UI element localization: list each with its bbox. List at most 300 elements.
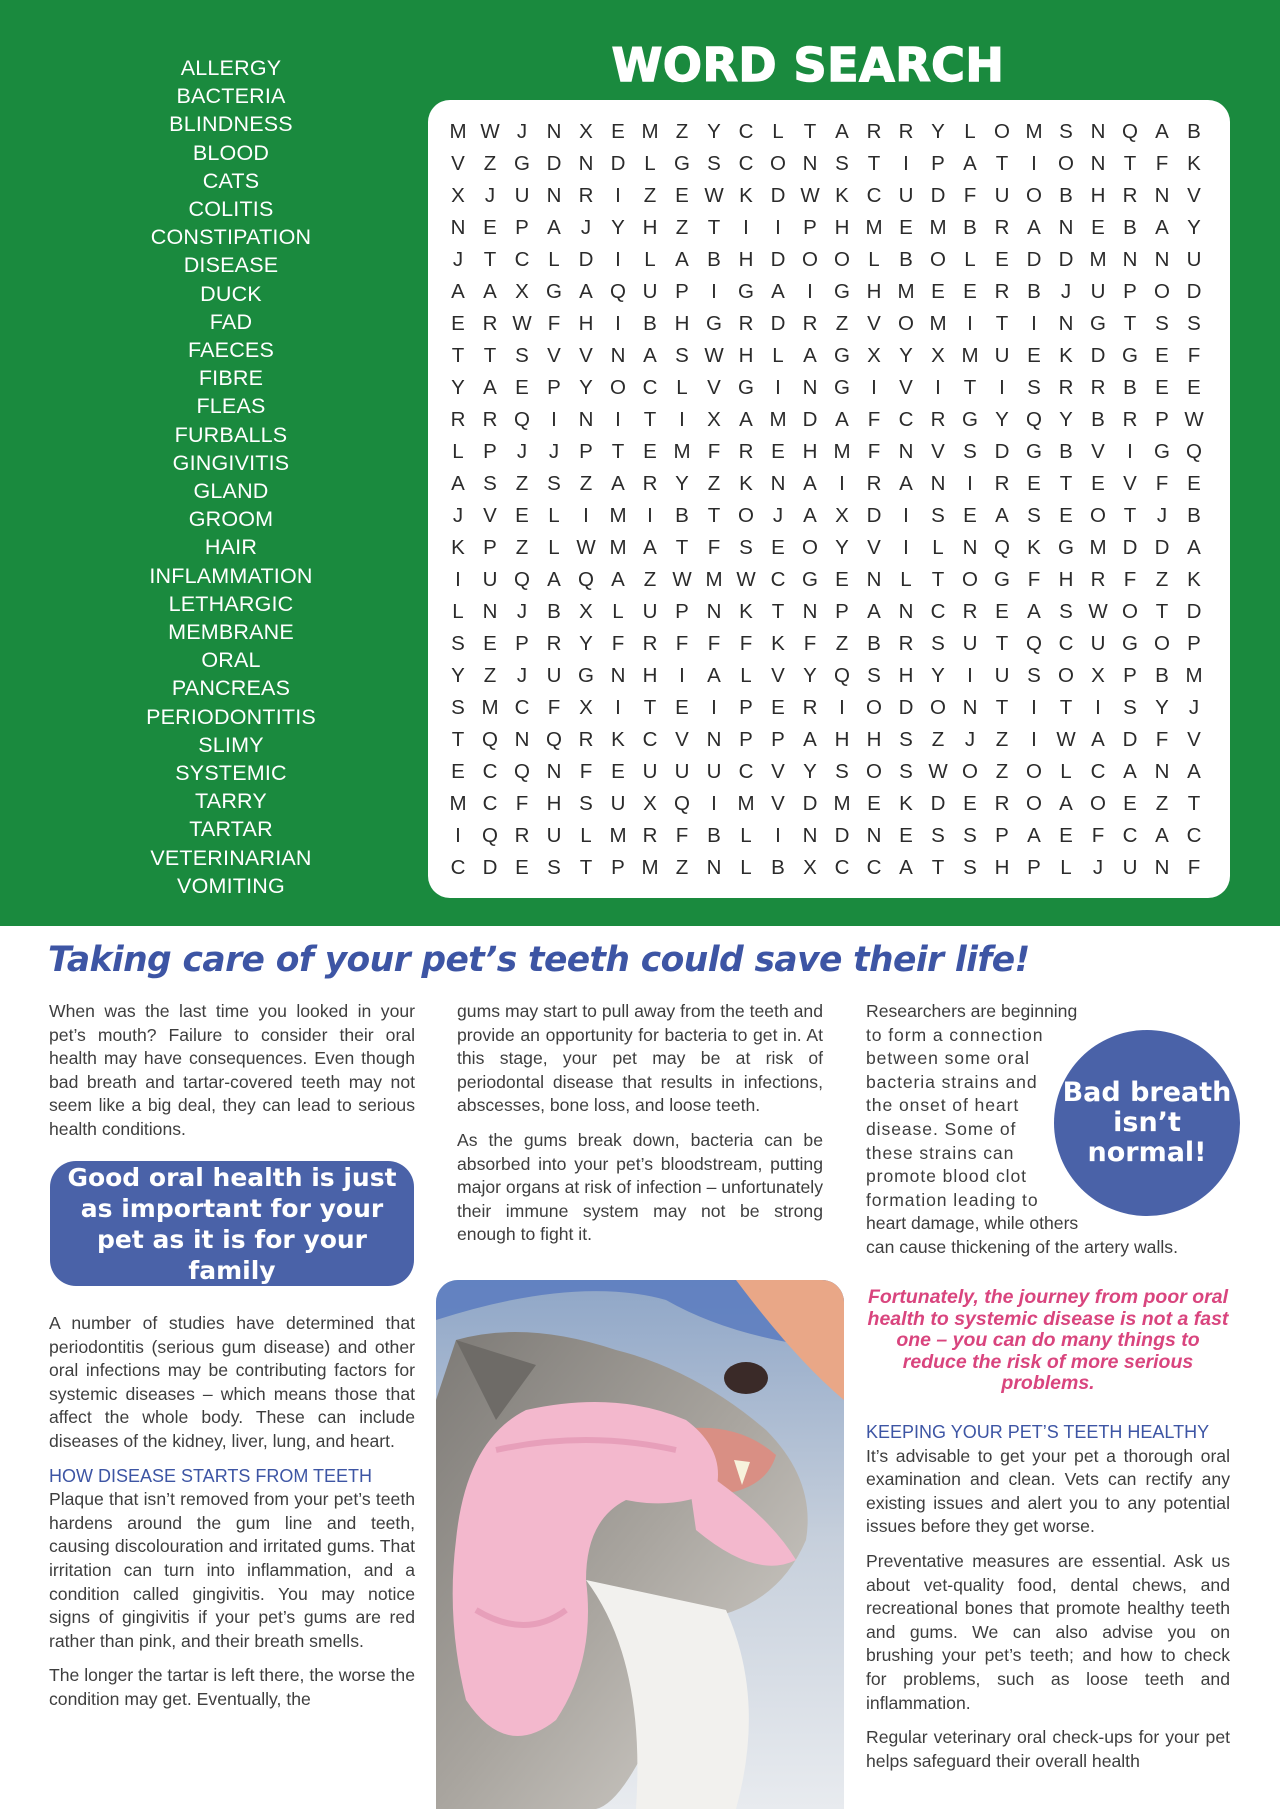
grid-letter: Y — [931, 664, 945, 687]
grid-letter: M — [1185, 664, 1203, 687]
grid-letter: F — [675, 824, 689, 847]
grid-letter: D — [770, 184, 786, 207]
grid-letter: G — [1090, 312, 1106, 335]
grid-letter: N — [578, 152, 594, 175]
grid-letter: A — [1155, 216, 1169, 239]
grid-letter: A — [611, 472, 625, 495]
grid-letter: L — [452, 600, 464, 623]
grid-letter: I — [967, 664, 973, 687]
grid-letter: O — [834, 248, 850, 271]
grid-letter: F — [1155, 152, 1169, 175]
grid-letter: I — [743, 216, 749, 239]
grid-letter: A — [611, 568, 625, 591]
grid-letter: T — [1155, 600, 1169, 623]
word-list-item: DUCK — [200, 281, 262, 306]
paragraph: gums may start to pull away from the teeth and provide an opportunity for bacteria to get in. At this stage, your pet may be at risk of periodontal disease that results in infections, abscesses, bone loss, and loose teeth. — [457, 1001, 823, 1116]
grid-letter: U — [898, 184, 914, 207]
grid-letter: P — [1123, 280, 1137, 303]
grid-letter: F — [579, 760, 593, 783]
grid-letter: R — [1058, 376, 1074, 399]
grid-letter: O — [1090, 504, 1106, 527]
grid-letter: C — [450, 856, 466, 879]
grid-letter: E — [1059, 504, 1073, 527]
grid-letter: L — [548, 504, 560, 527]
grid-letter: P — [931, 152, 945, 175]
grid-letter: J — [452, 248, 464, 271]
grid-letter: H — [866, 728, 882, 751]
grid-letter: B — [675, 504, 689, 527]
grid-letter: T — [931, 568, 945, 591]
grid-letter: C — [866, 184, 882, 207]
grid-letter: G — [834, 376, 850, 399]
grid-letter: N — [866, 568, 882, 591]
grid-letter: T — [643, 408, 657, 431]
grid-letter: I — [615, 248, 621, 271]
grid-letter: I — [903, 504, 909, 527]
grid-letter: C — [514, 248, 530, 271]
grid-letter: R — [962, 600, 978, 623]
grid-letter: I — [839, 472, 845, 495]
grid-letter: Q — [514, 408, 530, 431]
text-line: to form a connection — [866, 1024, 1044, 1045]
grid-letter: Y — [707, 120, 721, 143]
word-list-item: COLITIS — [188, 197, 274, 222]
grid-letter: W — [736, 568, 756, 591]
word-list-item: VETERINARIAN — [150, 845, 312, 870]
grid-letter: B — [771, 856, 785, 879]
grid-letter: T — [611, 440, 625, 463]
grid-letter: W — [704, 344, 724, 367]
grid-letter: Y — [579, 632, 593, 655]
grid-letter: G — [674, 152, 690, 175]
grid-letter: C — [1122, 824, 1138, 847]
grid-letter: Y — [899, 344, 913, 367]
grid-letter: D — [578, 248, 594, 271]
grid-letter: P — [739, 696, 753, 719]
grid-letter: M — [1089, 536, 1107, 559]
grid-letter: N — [610, 664, 626, 687]
grid-letter: S — [451, 632, 465, 655]
grid-letter: M — [769, 408, 787, 431]
grid-letter: C — [898, 408, 914, 431]
word-list-item: GINGIVITIS — [172, 450, 290, 475]
grid-letter: M — [673, 440, 691, 463]
grid-letter: E — [451, 760, 465, 783]
grid-letter: K — [1027, 536, 1041, 559]
grid-letter: B — [1187, 504, 1201, 527]
grid-letter: T — [1123, 312, 1137, 335]
grid-letter: M — [929, 216, 947, 239]
grid-letter: F — [1091, 824, 1105, 847]
grid-letter: B — [1123, 216, 1137, 239]
grid-letter: L — [964, 120, 976, 143]
grid-letter: I — [775, 376, 781, 399]
grid-letter: J — [452, 504, 464, 527]
grid-letter: T — [707, 216, 721, 239]
grid-letter: I — [615, 696, 621, 719]
grid-letter: E — [1187, 376, 1201, 399]
grid-letter: M — [897, 280, 915, 303]
grid-letter: O — [802, 248, 818, 271]
grid-letter: C — [642, 376, 658, 399]
article-column-3b — [866, 1421, 1230, 1773]
grid-letter: E — [675, 184, 689, 207]
grid-letter: L — [644, 152, 656, 175]
grid-letter: V — [1091, 440, 1105, 463]
grid-letter: E — [1123, 792, 1137, 815]
grid-letter: R — [866, 120, 882, 143]
grid-letter: Q — [1026, 632, 1042, 655]
word-list-item: FAECES — [187, 338, 275, 363]
grid-letter: D — [1186, 600, 1202, 623]
grid-letter: D — [770, 312, 786, 335]
grid-letter: I — [871, 376, 877, 399]
grid-letter: U — [1090, 280, 1106, 303]
grid-letter: U — [962, 632, 978, 655]
grid-letter: W — [672, 568, 692, 591]
grid-letter: B — [1027, 280, 1041, 303]
grid-letter: A — [1059, 792, 1073, 815]
word-list-item: SLIMY — [198, 732, 264, 757]
grid-letter: R — [738, 312, 754, 335]
grid-letter: N — [1154, 184, 1170, 207]
grid-letter: P — [483, 536, 497, 559]
grid-letter: F — [675, 632, 689, 655]
grid-letter: U — [482, 568, 498, 591]
grid-letter: I — [679, 664, 685, 687]
grid-letter: K — [451, 536, 465, 559]
grid-letter: E — [963, 504, 977, 527]
grid-letter: T — [803, 120, 817, 143]
grid-letter: O — [930, 248, 946, 271]
grid-letter: V — [867, 312, 881, 335]
grid-letter: S — [1027, 504, 1041, 527]
grid-letter: Q — [482, 824, 498, 847]
grid-letter: G — [738, 280, 754, 303]
grid-letter: E — [1155, 344, 1169, 367]
grid-letter: V — [483, 504, 497, 527]
grid-letter: O — [1090, 792, 1106, 815]
grid-letter: M — [865, 216, 883, 239]
word-search-title: WORD SEARCH — [611, 38, 1005, 92]
grid-letter: W — [704, 184, 724, 207]
grid-letter: O — [770, 152, 786, 175]
grid-letter: L — [868, 248, 880, 271]
grid-letter: R — [898, 120, 914, 143]
grid-letter: I — [1031, 696, 1037, 719]
paragraph: The longer the tartar is left there, the worse the condition may get. Eventually, the — [49, 1665, 415, 1709]
grid-letter: S — [1123, 696, 1137, 719]
grid-letter: J — [964, 728, 976, 751]
grid-letter: F — [803, 632, 817, 655]
grid-letter: H — [994, 856, 1010, 879]
grid-letter: R — [642, 632, 658, 655]
grid-letter: F — [867, 440, 881, 463]
grid-letter: D — [930, 792, 946, 815]
grid-letter: T — [867, 152, 881, 175]
grid-letter: D — [898, 696, 914, 719]
word-list-item: MEMBRANE — [168, 620, 294, 645]
grid-letter: I — [583, 504, 589, 527]
grid-letter: E — [899, 216, 913, 239]
grid-letter: M — [833, 440, 851, 463]
grid-letter: O — [802, 536, 818, 559]
grid-letter: J — [1188, 696, 1200, 719]
grid-letter: R — [930, 408, 946, 431]
text-line: the onset of heart — [866, 1095, 1020, 1116]
grid-letter: Z — [995, 728, 1009, 751]
grid-letter: I — [935, 376, 941, 399]
grid-letter: O — [866, 696, 882, 719]
grid-letter: X — [579, 600, 593, 623]
grid-letter: H — [674, 312, 690, 335]
word-list-item: BLINDNESS — [169, 112, 293, 137]
grid-letter: E — [771, 536, 785, 559]
paragraph: Regular veterinary oral check-ups for your pet helps safeguard their overall health — [866, 1727, 1230, 1771]
grid-letter: M — [609, 824, 627, 847]
word-list-item: BLOOD — [192, 140, 270, 165]
grid-letter: N — [1122, 248, 1138, 271]
grid-letter: R — [1090, 568, 1106, 591]
grid-letter: A — [451, 472, 465, 495]
cat-photo-illustration — [436, 1280, 844, 1809]
word-list-item: GROOM — [188, 507, 274, 532]
grid-letter: Y — [835, 536, 849, 559]
grid-letter: W — [928, 760, 948, 783]
grid-letter: S — [707, 152, 721, 175]
grid-letter: R — [994, 792, 1010, 815]
grid-letter: K — [1187, 568, 1201, 591]
paragraph: Plaque that isn’t removed from your pet’s teeth hardens around the gum line and teeth, causing discolouration and irritated gums. That irritation can turn into inflammation, and a condition called gingivitis. You may notice signs of gingivitis if your pet’s gums are red rather than pink, and their breath smells. — [49, 1489, 415, 1651]
grid-letter: F — [1123, 568, 1137, 591]
grid-letter: J — [516, 120, 528, 143]
grid-letter: G — [834, 344, 850, 367]
grid-letter: L — [772, 344, 784, 367]
grid-letter: G — [802, 568, 818, 591]
grid-letter: A — [643, 536, 657, 559]
grid-letter: Z — [675, 856, 689, 879]
word-list-item: FLEAS — [196, 394, 266, 419]
grid-letter: N — [770, 472, 786, 495]
grid-letter: N — [802, 152, 818, 175]
grid-letter: M — [609, 536, 627, 559]
grid-letter: R — [738, 440, 754, 463]
grid-letter: P — [611, 856, 625, 879]
grid-letter: F — [611, 632, 625, 655]
grid-letter: Q — [994, 536, 1010, 559]
grid-letter: B — [1059, 184, 1073, 207]
grid-letter: P — [547, 376, 561, 399]
word-list-item: ALLERGY — [180, 56, 282, 80]
article-column-2 — [457, 1000, 823, 1247]
grid-letter: Y — [803, 664, 817, 687]
grid-letter: O — [738, 504, 754, 527]
word-list-item: LETHARGIC — [168, 591, 294, 616]
grid-letter: J — [1060, 280, 1072, 303]
grid-letter: P — [515, 632, 529, 655]
grid-letter: B — [1187, 120, 1201, 143]
grid-letter: H — [834, 728, 850, 751]
grid-letter: S — [1155, 312, 1169, 335]
grid-letter: S — [931, 632, 945, 655]
grid-letter: K — [611, 728, 625, 751]
grid-letter: O — [962, 568, 978, 591]
word-list-item: PANCREAS — [171, 676, 291, 701]
grid-letter: L — [1060, 856, 1072, 879]
article-column-1b — [49, 1312, 415, 1712]
grid-letter: B — [547, 600, 561, 623]
grid-letter: T — [771, 600, 785, 623]
grid-letter: B — [899, 248, 913, 271]
grid-letter: X — [707, 408, 721, 431]
grid-letter: E — [899, 824, 913, 847]
grid-letter: B — [643, 312, 657, 335]
grid-letter: C — [1058, 632, 1074, 655]
grid-letter: Z — [483, 664, 497, 687]
grid-letter: O — [930, 696, 946, 719]
grid-letter: K — [771, 632, 785, 655]
grid-letter: W — [480, 120, 500, 143]
grid-letter: L — [900, 568, 912, 591]
grid-letter: S — [899, 760, 913, 783]
subheading-disease: HOW DISEASE STARTS FROM TEETH — [49, 1465, 373, 1486]
grid-letter: V — [1123, 472, 1137, 495]
article-column-1a — [49, 1000, 415, 1142]
grid-letter: D — [1186, 280, 1202, 303]
grid-letter: K — [835, 184, 849, 207]
grid-letter: F — [707, 632, 721, 655]
grid-letter: H — [642, 216, 658, 239]
grid-letter: X — [579, 120, 593, 143]
grid-letter: P — [803, 216, 817, 239]
grid-letter: A — [483, 280, 497, 303]
grid-letter: L — [644, 248, 656, 271]
grid-letter: H — [834, 216, 850, 239]
subheading-keeping: KEEPING YOUR PET’S TEETH HEALTHY — [866, 1422, 1210, 1442]
grid-letter: N — [514, 728, 530, 751]
grid-letter: H — [866, 280, 882, 303]
grid-letter: N — [1090, 120, 1106, 143]
grid-letter: R — [482, 312, 498, 335]
grid-letter: D — [1090, 344, 1106, 367]
grid-letter: P — [771, 728, 785, 751]
grid-letter: R — [514, 824, 530, 847]
grid-letter: M — [961, 344, 979, 367]
grid-letter: Y — [579, 376, 593, 399]
grid-letter: C — [738, 120, 754, 143]
grid-letter: T — [1059, 696, 1073, 719]
grid-letter: L — [740, 824, 752, 847]
paragraph: It’s advisable to get your pet a thorough oral examination and clean. Vets can rectify any existing issues and alert you to any potential issues before they get worse. — [866, 1445, 1230, 1537]
grid-letter: N — [1154, 856, 1170, 879]
grid-letter: Y — [451, 376, 465, 399]
grid-letter: T — [995, 312, 1009, 335]
grid-letter: O — [1026, 760, 1042, 783]
grid-letter: L — [548, 536, 560, 559]
grid-letter: R — [578, 728, 594, 751]
grid-letter: S — [1059, 600, 1073, 623]
grid-letter: R — [994, 280, 1010, 303]
grid-letter: Q — [834, 664, 850, 687]
grid-letter: S — [867, 664, 881, 687]
grid-letter: A — [995, 504, 1009, 527]
grid-letter: J — [772, 504, 784, 527]
grid-letter: Z — [675, 120, 689, 143]
grid-letter: U — [546, 664, 562, 687]
grid-letter: T — [707, 504, 721, 527]
text-line: between some oral — [866, 1048, 1030, 1069]
grid-letter: J — [580, 216, 592, 239]
grid-letter: N — [1154, 760, 1170, 783]
word-list-item: VOMITING — [177, 873, 285, 898]
grid-letter: B — [867, 632, 881, 655]
grid-letter: I — [999, 376, 1005, 399]
grid-letter: D — [546, 152, 562, 175]
grid-letter: O — [1122, 600, 1138, 623]
grid-letter: X — [931, 344, 945, 367]
grid-letter: E — [963, 280, 977, 303]
grid-letter: D — [1122, 728, 1138, 751]
grid-letter: G — [738, 376, 754, 399]
grid-letter: N — [706, 600, 722, 623]
grid-letter: G — [1058, 536, 1074, 559]
grid-letter: F — [1155, 728, 1169, 751]
grid-letter: A — [899, 472, 913, 495]
grid-letter: S — [739, 536, 753, 559]
grid-letter: D — [866, 504, 882, 527]
grid-letter: N — [962, 696, 978, 719]
grid-letter: V — [675, 728, 689, 751]
grid-letter: S — [963, 824, 977, 847]
grid-letter: A — [803, 728, 817, 751]
grid-letter: N — [706, 728, 722, 751]
word-list-item: INFLAMMATION — [149, 563, 313, 588]
grid-letter: U — [642, 600, 658, 623]
grid-letter: D — [802, 792, 818, 815]
grid-letter: D — [610, 152, 626, 175]
grid-letter: Y — [931, 120, 945, 143]
grid-letter: S — [1027, 664, 1041, 687]
grid-letter: T — [995, 152, 1009, 175]
grid-letter: M — [641, 856, 659, 879]
grid-letter: D — [802, 408, 818, 431]
text-line: can cause thickening of the artery walls. — [866, 1236, 1178, 1257]
grid-letter: T — [1059, 472, 1073, 495]
grid-letter: N — [866, 824, 882, 847]
grid-letter: Z — [643, 568, 657, 591]
grid-letter: T — [1187, 792, 1201, 815]
grid-letter: U — [1122, 856, 1138, 879]
grid-letter: W — [800, 184, 820, 207]
word-search-grid-box — [428, 100, 1230, 898]
grid-letter: Y — [1187, 216, 1201, 239]
grid-letter: X — [451, 184, 465, 207]
grid-letter: E — [771, 440, 785, 463]
grid-letter: T — [963, 376, 977, 399]
grid-letter: I — [967, 312, 973, 335]
grid-letter: S — [579, 792, 593, 815]
grid-letter: A — [835, 408, 849, 431]
grid-letter: T — [675, 536, 689, 559]
grid-letter: M — [1025, 120, 1043, 143]
grid-letter: Z — [995, 760, 1009, 783]
grid-letter: M — [705, 568, 723, 591]
text-line: heart damage, while others — [866, 1213, 1079, 1234]
grid-letter: E — [515, 376, 529, 399]
grid-letter: I — [711, 696, 717, 719]
grid-letter: L — [1060, 760, 1072, 783]
grid-letter: B — [1091, 408, 1105, 431]
